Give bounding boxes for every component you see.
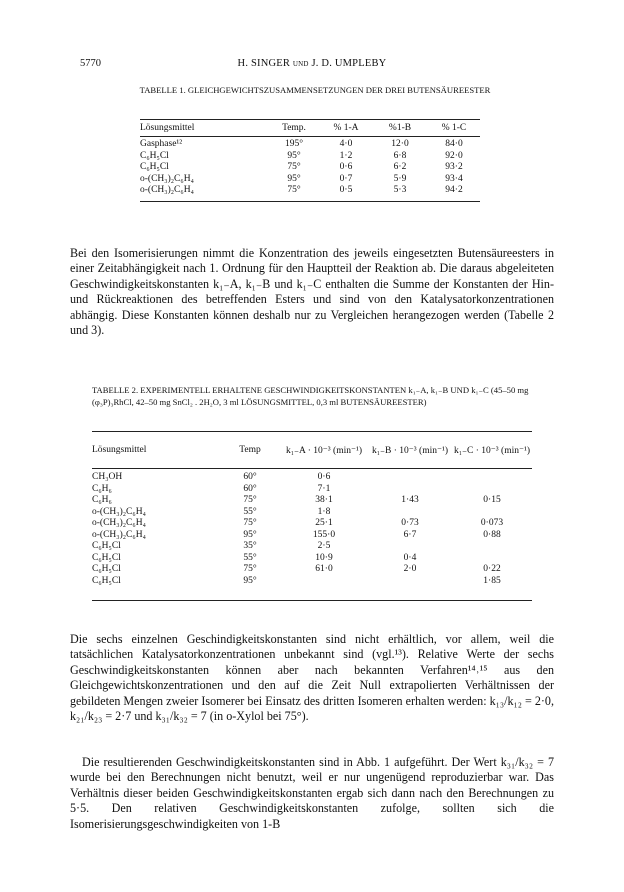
table-cell: 0·4 (403, 552, 417, 563)
table-cell: C₆H₆ (92, 495, 112, 505)
table-cell: 2·0 (403, 564, 417, 574)
table-cell (452, 541, 532, 553)
table-row (92, 564, 532, 576)
table-cell: 55° (243, 506, 257, 517)
table-cell (280, 576, 368, 588)
table-cell: Gasphase¹² (140, 139, 183, 149)
table-cell: 10·9 (315, 552, 333, 563)
table-cell: 92·0 (445, 150, 463, 161)
table-cell: 75° (243, 495, 257, 505)
table2-caption: TABELLE 2. EXPERIMENTELL ERHALTENE GESCHWINDIGKEITSKONSTANTEN k₁₋A, k₁₋B UND k₁₋C (45–50 mg (φ₃P)₃RhCl, 42–50 mg SnCl₂ . 2H₂O, 3 ml LÖSUNGSMITTEL, 0,3 ml BUTENSÄUREESTER) (92, 385, 529, 407)
table-cell: 4·0 (339, 139, 353, 149)
table1-header-cell: %1-B (388, 123, 412, 133)
table-cell (452, 553, 532, 565)
table-row (92, 530, 532, 542)
table-cell (452, 472, 532, 484)
table-cell (368, 576, 452, 588)
table1 (140, 120, 480, 197)
table-cell: 0·073 (480, 518, 504, 528)
table-cell: C₆H₆ (92, 483, 112, 494)
table-cell: 25·1 (315, 518, 333, 528)
table-cell: 35° (243, 541, 257, 551)
table1-header-cell: % 1-C (441, 123, 467, 133)
table-cell: 6·7 (403, 529, 417, 540)
table-cell: 84·0 (445, 139, 463, 149)
table-cell: 0·5 (339, 185, 353, 196)
table2-bottom-rule (92, 600, 532, 601)
body-paragraph: Die resultierenden Geschwindigkeitskonstanten sind in Abb. 1 aufgeführt. Der Wert k₃₁/k₃₂ = 7 wurde bei den Berechnungen nicht benutzt, weil er nur ungenügend reproduzierbar war. Das Verhältnis dieser beiden Geschwindigkeitskonstanten ergab sich dann nach den Berechnungen zu 5·5. Den relativen Geschwindigkeitskonstanten zufolge, sollten sich die Isomerisierungsgeschwindigkeiten von 1-B (70, 755, 554, 831)
table1-header-cell: Temp. (282, 123, 306, 133)
table-cell: 195° (284, 139, 304, 149)
body-paragraph: Die sechs einzelnen Geschindigkeitskonstanten sind nicht erhältlich, vor allem, weil die tatsächlichen Katalysatorkonzentrationen unbekannt sind (vgl.¹³). Relative Werte der sechs Geschwindigkeitskonstanten können aber nach bekannten Verfahren¹⁴˒¹⁵ aus den Gleichgewichtskonzentrationen und den auf die Zeit Null extrapolierten Verhältnissen der gebildeten Mengen zweier Isomerer bei Einsatz des dritten Isomeren erhalten werden: k₁₃/k₁₂ = 2·0, k₂₁/k₂₃ = 2·7 und k₃₁/k₃₂ = 7 (in o-Xylol bei 75°). (70, 632, 554, 724)
table-cell: 1·85 (483, 575, 501, 586)
table-cell: o-(CH₃)₂C₆H₄ (92, 529, 146, 540)
table1-header-cell: % 1-A (333, 123, 359, 133)
table-row (92, 495, 532, 507)
table-cell: 1·8 (317, 506, 331, 517)
table-cell: o-(CH₃)₂C₆H₄ (140, 173, 194, 184)
table-cell (368, 541, 452, 553)
table-row (92, 484, 532, 496)
table-cell: 93·2 (445, 162, 463, 173)
table-row (92, 541, 532, 553)
table-cell: 55° (243, 552, 257, 563)
table-row (140, 151, 480, 163)
table-row (92, 576, 532, 588)
table-cell: 38·1 (315, 495, 333, 505)
table2-header-cell: k₁₋A · 10⁻³ (min⁻¹) (285, 445, 363, 456)
table-cell: C₆H₅Cl (92, 552, 121, 563)
table-row (140, 139, 480, 151)
running-title: H. SINGER und J. D. UMPLEBY (237, 58, 387, 69)
table-cell: C₆H₅Cl (92, 564, 121, 574)
table-row (140, 185, 480, 197)
table-cell: 95° (243, 575, 257, 586)
table2-header-cell: k₁₋C · 10⁻³ (min⁻¹) (453, 445, 531, 456)
table-cell: 0·6 (317, 472, 331, 482)
table-cell: 60° (243, 483, 257, 494)
table-cell: 12·0 (391, 139, 409, 149)
table2 (92, 432, 532, 587)
table-cell (452, 484, 532, 496)
table-cell (368, 484, 452, 496)
table-cell: o-(CH₃)₂C₆H₄ (92, 506, 146, 517)
table-cell: 61·0 (315, 564, 333, 574)
table-row (92, 507, 532, 519)
table-cell: 94·2 (445, 185, 463, 196)
table-cell: 93·4 (445, 173, 463, 184)
table-cell: C₆H₅Cl (92, 575, 121, 586)
table-cell: 0·7 (339, 173, 353, 184)
table-cell: 75° (287, 162, 301, 173)
table-cell: 1·2 (339, 150, 353, 161)
table-cell: C₆H₅Cl (92, 541, 121, 551)
table-cell: 1·43 (401, 495, 419, 505)
page-number: 5770 (80, 58, 101, 69)
table-cell: o-(CH₃)₂C₆H₄ (140, 185, 194, 196)
table-cell: 95° (243, 529, 257, 540)
table-cell: 5·9 (393, 173, 407, 184)
table2-header-cell: k₁₋B · 10⁻³ (min⁻¹) (371, 445, 449, 456)
table1-header-row (140, 120, 480, 136)
table-cell: 75° (243, 564, 257, 574)
table-cell: 6·2 (393, 162, 407, 173)
table-row (92, 472, 532, 484)
table-row (140, 174, 480, 186)
table-cell: 95° (287, 173, 301, 184)
table-cell: 0·15 (483, 495, 501, 505)
table-row (92, 553, 532, 565)
table-cell: 6·8 (393, 150, 407, 161)
table-row (140, 162, 480, 174)
table-cell: 7·1 (317, 483, 331, 494)
table-cell: 75° (243, 518, 257, 528)
table-cell: 60° (243, 472, 257, 482)
table-cell: 2·5 (317, 541, 331, 551)
table-cell: 0·73 (401, 518, 419, 528)
table-cell: C₆H₅Cl (140, 162, 169, 173)
table1-header-cell: Lösungsmittel (140, 123, 195, 133)
table-row (92, 518, 532, 530)
body-paragraph: Bei den Isomerisierungen nimmt die Konzentration des jeweils eingesetzten Butensäureesters in einer Zeitabhängigkeit nach 1. Ordnung für den Hauptteil der Reaktion ab. Die daraus abgeleiteten Geschwindigkeitskonstanten k₁₋A, k₁₋B und k₁₋C enthalten die Summe der Konstanten der Hin- und Rückreaktionen des betreffenden Esters und sind von den Katalysatorkonzentrationen abhängig. Diese Konstanten können deshalb nur zu Vergleichen herangezogen werden (Tabelle 2 und 3). (70, 246, 554, 338)
table-cell: o-(CH₃)₂C₆H₄ (92, 518, 146, 528)
table2-header-row (92, 432, 532, 468)
table-cell (368, 472, 452, 484)
table1-caption: TABELLE 1. GLEICHGEWICHTSZUSAMMENSETZUNGEN DER DREI BUTENSÄUREESTER (139, 85, 491, 95)
table-cell: 155·0 (312, 529, 336, 540)
table-cell: CH₃OH (92, 472, 123, 482)
table-cell: C₆H₅Cl (140, 150, 169, 161)
table-cell (452, 507, 532, 519)
table2-header-cell: Temp (239, 445, 261, 455)
table-cell: 0·22 (483, 564, 501, 574)
table-cell (368, 507, 452, 519)
table2-header-cell: Lösungsmittel (92, 445, 147, 455)
table-cell: 75° (287, 185, 301, 196)
table-cell: 0·88 (483, 529, 501, 540)
table-cell: 95° (287, 150, 301, 161)
table-cell: 5·3 (393, 185, 407, 196)
table-cell: 0·6 (339, 162, 353, 173)
table1-bottom-rule (140, 201, 480, 202)
